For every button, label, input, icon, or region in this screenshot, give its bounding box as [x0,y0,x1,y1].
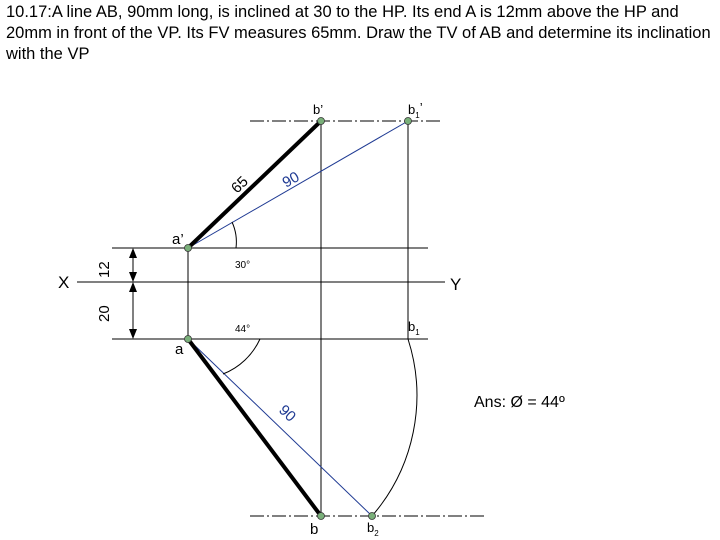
top-view-a-b [188,339,321,516]
arrow-12-bottom [129,272,137,282]
angle-label-44: 44° [235,324,251,335]
true-length-line-tv [188,339,372,516]
point-b [318,513,325,520]
point-a [185,336,192,343]
length-label-90-upper: 90 [279,168,303,192]
label-b1: $b_1$ [408,319,420,337]
dimension-label-20: 20 [96,305,113,322]
dimension-label-12: 12 [96,261,113,278]
angle-arc-30 [232,222,236,248]
label-y: Y [450,275,462,294]
point-b1-prime [405,118,412,125]
point-b-prime [318,118,325,125]
front-view-a-prime-b-prime [188,121,321,248]
label-b-prime: b’ [313,102,324,117]
label-b1-prime-sub: 1 [415,111,420,120]
length-label-90-lower: 90 [275,401,300,426]
label-b2: $b_2$ [367,520,379,538]
arrow-20-top [129,282,137,292]
arrow-20-bottom [129,329,137,339]
angle-arc-44 [223,339,260,374]
label-b1-prime-mark: ’ [419,100,423,115]
label-b1-prime: $b_1$’ [408,100,423,120]
label-x: X [58,273,70,292]
label-b1-sub: 1 [415,328,420,337]
answer-text: Ans: Ø = 44º [474,394,565,411]
arrow-12-top [129,248,137,258]
length-label-65: 65 [227,173,252,197]
angle-label-30: 30° [235,260,251,271]
label-a: a [175,341,184,358]
point-b2 [369,513,376,520]
label-b2-sub: 2 [374,529,379,538]
swing-arc-b1-to-b2 [372,339,417,516]
label-a-prime: a’ [172,231,184,248]
point-a-prime [185,245,192,252]
problem-statement: 10.17:A line AB, 90mm long, is inclined at 30 to the HP. Its end A is 12mm above the HP and 20mm in front of the VP. Its FV measures 65mm. Draw the TV of AB and determine its inclination with the VP [6,3,711,63]
label-b: b [310,521,319,538]
